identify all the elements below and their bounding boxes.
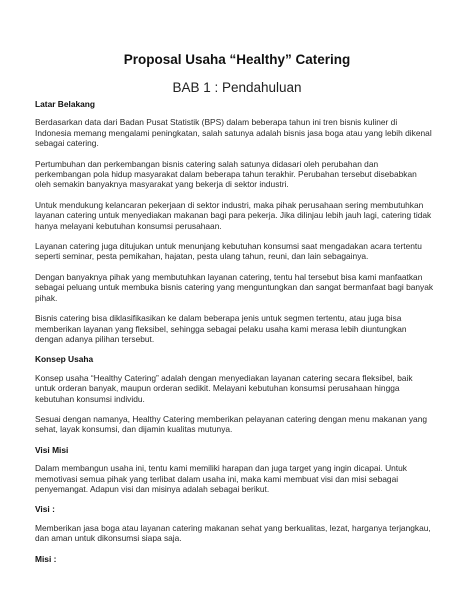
document-body xyxy=(35,99,434,572)
section-heading-latar-belakang: Latar Belakang xyxy=(35,99,96,109)
paragraph: Pertumbuhan dan perkembangan bisnis catering salah satunya didasari oleh perubahan dan perkembangan pola hidup masyarakat dalam beberapa tahun terakhir. Perubahan tersebut disebabkan oleh semakin banyaknya masyarakat yang bekerja di sektor industri. xyxy=(35,158,417,190)
paragraph: Bisnis catering bisa diklasifikasikan ke dalam beberapa jenis untuk segmen tertentu, atau juga bisa memberikan layanan yang fleksibel, sehingga sebagai pelaku usaha kami merasa lebih diuntungkan dengan adanya pilihan tersebut. xyxy=(35,313,407,344)
paragraph: Berdasarkan data dari Badan Pusat Statistik (BPS) dalam beberapa tahun ini tren bisnis kuliner di Indonesia memang mengalami peningkatan, salah satunya adalah bisnis jasa boga atau yang lebih dikenal sebagai catering. xyxy=(35,117,432,149)
chapter-title: BAB 1 : Pendahuluan xyxy=(172,80,302,95)
paragraph: Dalam membangun usaha ini, tentu kami memiliki harapan dan juga target yang ingin dicapai. Untuk memotivasi semua pihak yang terlibat dalam usaha ini, maka kami membuat visi dan misi sebagai penyemangat. Adapun visi dan misinya adalah sebagai berikut. xyxy=(35,463,407,494)
paragraph: Memberikan jasa boga atau layanan catering makanan sehat yang berkualitas, lezat, harganya terjangkau, dan aman untuk dikonsumsi siapa saja. xyxy=(35,522,431,544)
paragraph: Dengan banyaknya pihak yang membutuhkan layanan catering, tentu hal tersebut bisa kami manfaatkan sebagai peluang untuk membuka bisnis catering yang menguntungkan dan sangat bermanfaat bagi banyak pihak. xyxy=(35,271,434,303)
paragraph: Untuk mendukung kelancaran pekerjaan di sektor industri, maka pihak perusahaan sering membutuhkan layanan catering untuk menyediakan makanan bagi para pekerja. Jika dilinjau lebih jauh lagi, catering tidak hanya melayani kebutuhan konsumsi perusahaan. xyxy=(35,199,432,231)
paragraph: Konsep usaha “Healthy Catering” adalah dengan menyediakan layanan catering secara fleksibel, baik untuk orderan banyak, maupun orderan sedikit. Melayani kebutuhan konsumsi perusahaan hingga kebutuhan konsumsi individu. xyxy=(35,372,413,404)
section-heading-konsep-usaha: Konsep Usaha xyxy=(35,354,94,365)
section-heading-misi: Misi : xyxy=(35,553,57,564)
paragraph: Sesuai dengan namanya, Healthy Catering memberikan pelayanan catering dengan menu makanan yang sehat, layak konsumsi, dan dijamin kualitas mutunya. xyxy=(35,413,428,435)
section-heading-visi-misi: Visi Misi xyxy=(35,444,69,455)
paragraph: Layanan catering juga ditujukan untuk menunjang kebutuhan konsumsi saat mengadakan acara tertentu seperti seminar, pesta pemikahan, hajatan, pesta ulang tahun, reuni, dan lain sebagainya. xyxy=(35,241,422,262)
document-title: Proposal Usaha “Healthy” Catering xyxy=(123,52,351,67)
section-heading-visi: Visi : xyxy=(35,504,55,515)
